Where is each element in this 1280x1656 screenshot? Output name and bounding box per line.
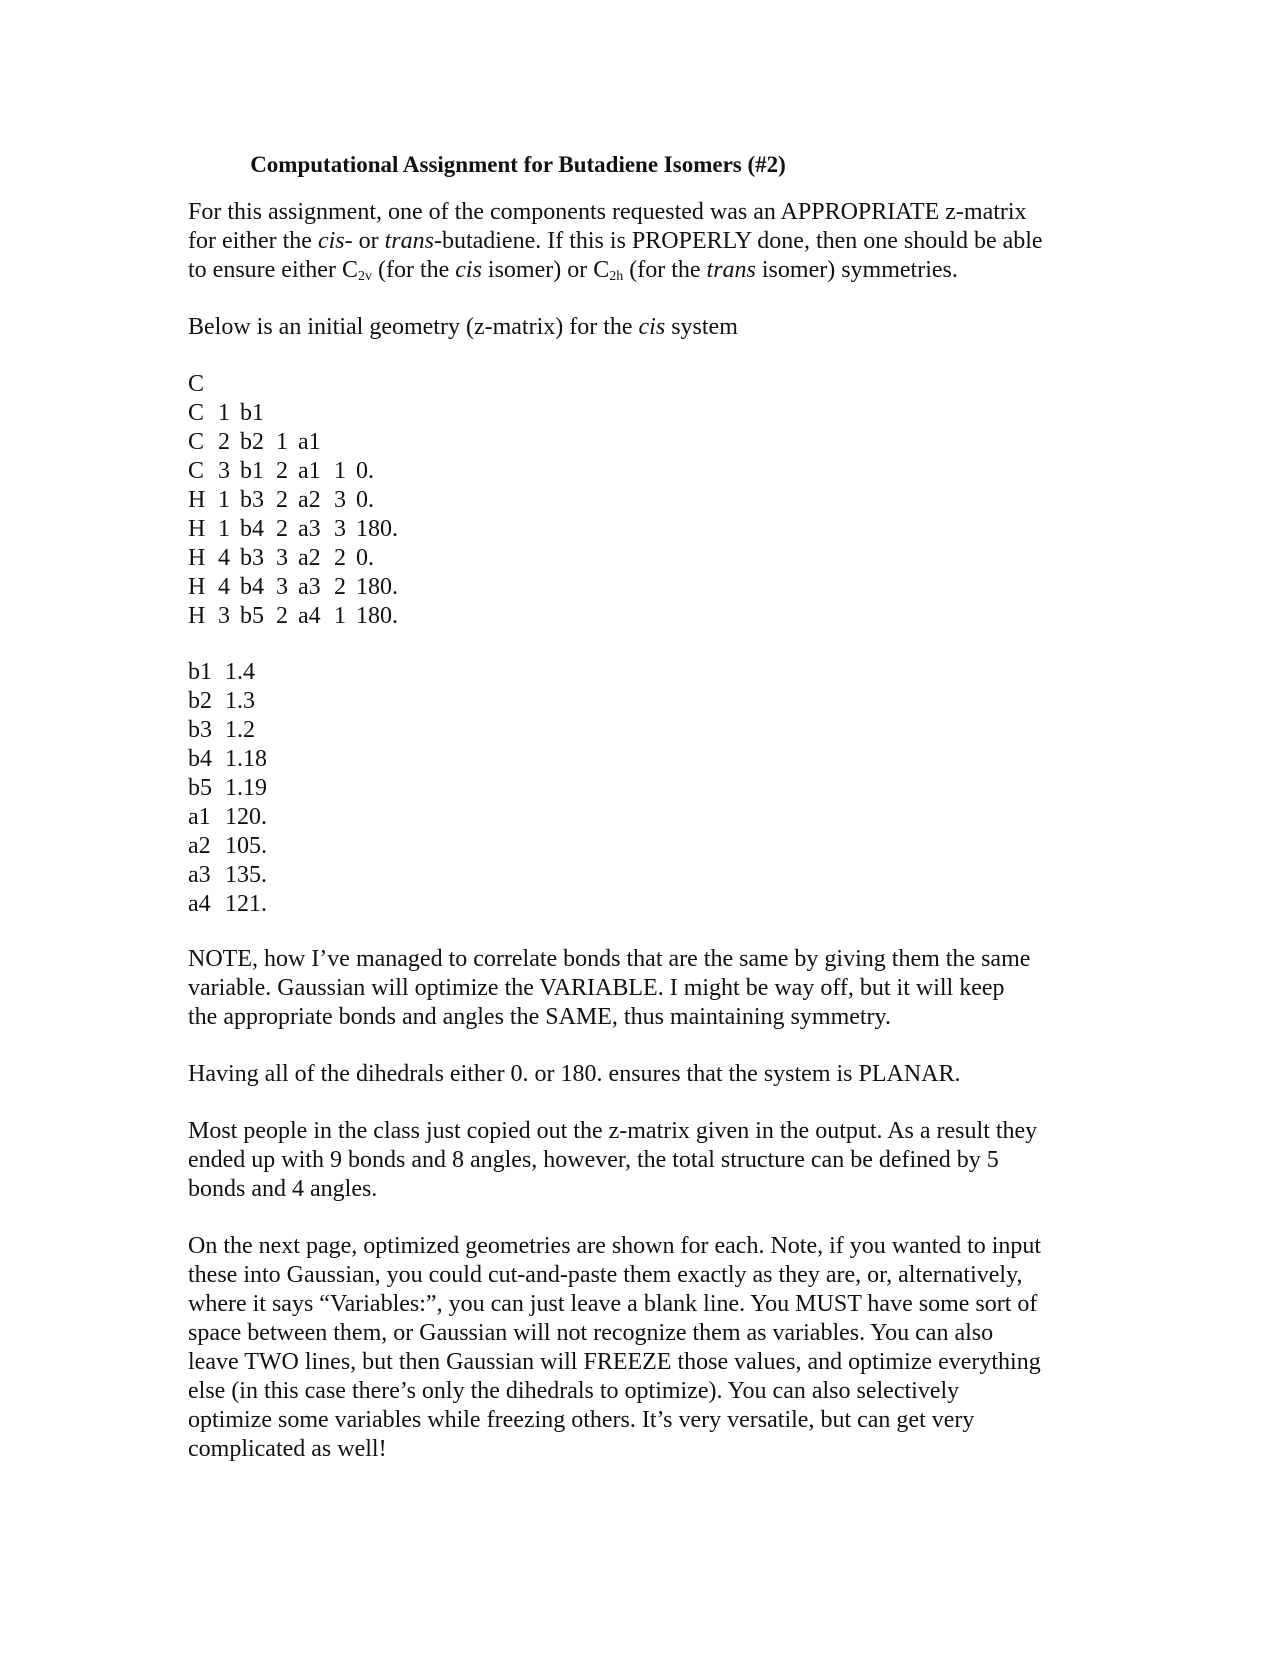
most-people-line: bonds and 4 angles.: [188, 1176, 378, 1202]
zmatrix-cell: 4: [218, 545, 230, 571]
zmatrix-cell: b3: [240, 545, 264, 571]
variable-row: [188, 890, 1100, 919]
variable-row: [188, 861, 1100, 890]
zmatrix-row: [188, 515, 1100, 544]
variable-row: [188, 658, 1100, 687]
variable-row: [188, 716, 1100, 745]
most-people-line: ended up with 9 bonds and 8 angles, however, the total structure can be defined by 5: [188, 1147, 999, 1173]
zmatrix-cell: 2: [276, 458, 288, 484]
variable-value: 1.18: [225, 746, 267, 772]
variable-name: a1: [188, 804, 211, 830]
zmatrix-cell: [334, 370, 356, 399]
zmatrix-cell: 4: [218, 574, 230, 600]
zmatrix-cell: 2: [334, 574, 346, 600]
zmatrix-cell: 3: [276, 574, 288, 600]
zmatrix-cell: H: [188, 516, 206, 542]
zmatrix-cell: C: [188, 371, 205, 397]
zmatrix-cell: 180.: [356, 516, 398, 542]
zmatrix-cell: [334, 399, 356, 428]
variable-value: 1.19: [225, 775, 267, 801]
next-page-paragraph: [188, 1232, 1100, 1464]
zmatrix-cell: [218, 370, 240, 399]
variable-row: [188, 832, 1100, 861]
zmatrix-cell: 3: [334, 487, 346, 513]
page-title: Computational Assignment for Butadiene Isomers (#2): [250, 152, 786, 177]
intro-paragraph: [188, 198, 1100, 285]
zmatrix-cell: b1: [240, 458, 264, 484]
zmatrix-cell: [298, 370, 334, 399]
variable-name: a3: [188, 862, 211, 888]
intro-line-1: For this assignment, one of the components requested was an APPROPRIATE z-matrix: [188, 199, 1027, 225]
zmatrix-cell: [356, 428, 416, 457]
zmatrix-cell: C: [188, 429, 205, 455]
zmatrix-cell: 0.: [356, 545, 374, 571]
zmatrix-cell: H: [188, 487, 206, 513]
note-line: the appropriate bonds and angles the SAME, thus maintaining symmetry.: [188, 1004, 891, 1030]
most-people-line: Most people in the class just copied out the z-matrix given in the output. As a result they: [188, 1118, 1038, 1144]
variable-value: 105.: [225, 833, 267, 859]
zmatrix-cell: 1: [218, 400, 230, 426]
zmatrix-cell: H: [188, 603, 206, 629]
intro-line-3: to ensure either $C_{2v}$ (for the cis isomer) or $C_{2h}$ (for the trans isomer) symmetries.: [188, 257, 958, 284]
zmatrix-cell: 3: [334, 516, 346, 542]
zmatrix-cell: [298, 399, 334, 428]
zmatrix-block: [188, 370, 1100, 631]
variable-row: [188, 745, 1100, 774]
variable-name: b1: [188, 659, 212, 685]
zmatrix-cell: 180.: [356, 603, 398, 629]
zmatrix-row: [188, 457, 1100, 486]
zmatrix-row: [188, 428, 1100, 457]
zmatrix-cell: 1: [334, 603, 346, 629]
variables-block: [188, 658, 1100, 919]
zmatrix-cell: H: [188, 545, 206, 571]
next-page-line: where it says “Variables:”, you can just leave a blank line. You MUST have some sort of: [188, 1291, 1038, 1317]
zmatrix-cell: [356, 370, 416, 399]
zmatrix-cell: 2: [276, 516, 288, 542]
zmatrix-cell: [334, 428, 356, 457]
variable-value: 135.: [225, 862, 267, 888]
zmatrix-cell: H: [188, 574, 206, 600]
note-line: variable. Gaussian will optimize the VARIABLE. I might be way off, but it will keep: [188, 975, 1005, 1001]
zmatrix-cell: C: [188, 458, 205, 484]
below-paragraph: Below is an initial geometry (z-matrix) for the cis system: [188, 314, 738, 340]
zmatrix-cell: a3: [298, 516, 321, 542]
next-page-line: leave TWO lines, but then Gaussian will FREEZE those values, and optimize everything: [188, 1349, 1041, 1375]
zmatrix-cell: 1: [334, 458, 346, 484]
next-page-line: On the next page, optimized geometries are shown for each. Note, if you wanted to input: [188, 1233, 1042, 1259]
next-page-line: else (in this case there’s only the dihedrals to optimize). You can also selectively: [188, 1378, 960, 1404]
zmatrix-cell: C: [188, 400, 205, 426]
zmatrix-row: [188, 602, 1100, 631]
zmatrix-cell: 1: [276, 429, 288, 455]
zmatrix-cell: a2: [298, 487, 321, 513]
variable-value: 120.: [225, 804, 267, 830]
zmatrix-cell: a3: [298, 574, 321, 600]
zmatrix-cell: 3: [276, 545, 288, 571]
variable-row: [188, 774, 1100, 803]
zmatrix-cell: a2: [298, 545, 321, 571]
next-page-line: optimize some variables while freezing others. It’s very versatile, but can get very: [188, 1407, 975, 1433]
zmatrix-row: [188, 544, 1100, 573]
variable-value: 1.3: [225, 688, 255, 714]
next-page-line: these into Gaussian, you could cut-and-paste them exactly as they are, or, alternatively,: [188, 1262, 1023, 1288]
zmatrix-cell: 0.: [356, 487, 374, 513]
planar-paragraph: Having all of the dihedrals either 0. or 180. ensures that the system is PLANAR.: [188, 1061, 961, 1087]
zmatrix-row: [188, 486, 1100, 515]
zmatrix-cell: 2: [218, 429, 230, 455]
zmatrix-row: [188, 399, 1100, 428]
variable-name: a2: [188, 833, 211, 859]
variable-row: [188, 803, 1100, 832]
zmatrix-cell: b3: [240, 487, 264, 513]
zmatrix-cell: 3: [218, 603, 230, 629]
zmatrix-cell: b2: [240, 429, 264, 455]
variable-name: b3: [188, 717, 212, 743]
note-line: NOTE, how I’ve managed to correlate bonds that are the same by giving them the same: [188, 946, 1031, 972]
zmatrix-row: [188, 370, 1100, 399]
zmatrix-cell: b4: [240, 516, 264, 542]
zmatrix-cell: b4: [240, 574, 264, 600]
intro-line-2: for either the cis- or trans-butadiene. If this is PROPERLY done, then one should be able: [188, 228, 1043, 254]
zmatrix-cell: b1: [240, 400, 264, 426]
zmatrix-cell: 3: [218, 458, 230, 484]
variable-name: b2: [188, 688, 212, 714]
zmatrix-cell: 2: [276, 603, 288, 629]
zmatrix-cell: 1: [218, 487, 230, 513]
zmatrix-cell: 2: [276, 487, 288, 513]
next-page-line: complicated as well!: [188, 1436, 387, 1462]
zmatrix-cell: 1: [218, 516, 230, 542]
zmatrix-cell: a4: [298, 603, 321, 629]
variable-value: 121.: [225, 891, 267, 917]
zmatrix-cell: a1: [298, 429, 321, 455]
variable-name: b4: [188, 746, 212, 772]
zmatrix-cell: 180.: [356, 574, 398, 600]
variable-row: [188, 687, 1100, 716]
variable-value: 1.4: [225, 659, 255, 685]
zmatrix-cell: a1: [298, 458, 321, 484]
zmatrix-cell: b5: [240, 603, 264, 629]
zmatrix-cell: [356, 399, 416, 428]
zmatrix-cell: [276, 399, 298, 428]
zmatrix-cell: 2: [334, 545, 346, 571]
note-paragraph: [188, 945, 1100, 1032]
zmatrix-cell: [276, 370, 298, 399]
zmatrix-cell: 0.: [356, 458, 374, 484]
variable-value: 1.2: [225, 717, 255, 743]
zmatrix-cell: [240, 370, 276, 399]
most-people-paragraph: [188, 1117, 1100, 1204]
variable-name: b5: [188, 775, 212, 801]
next-page-line: space between them, or Gaussian will not recognize them as variables. You can also: [188, 1320, 994, 1346]
zmatrix-row: [188, 573, 1100, 602]
variable-name: a4: [188, 891, 211, 917]
